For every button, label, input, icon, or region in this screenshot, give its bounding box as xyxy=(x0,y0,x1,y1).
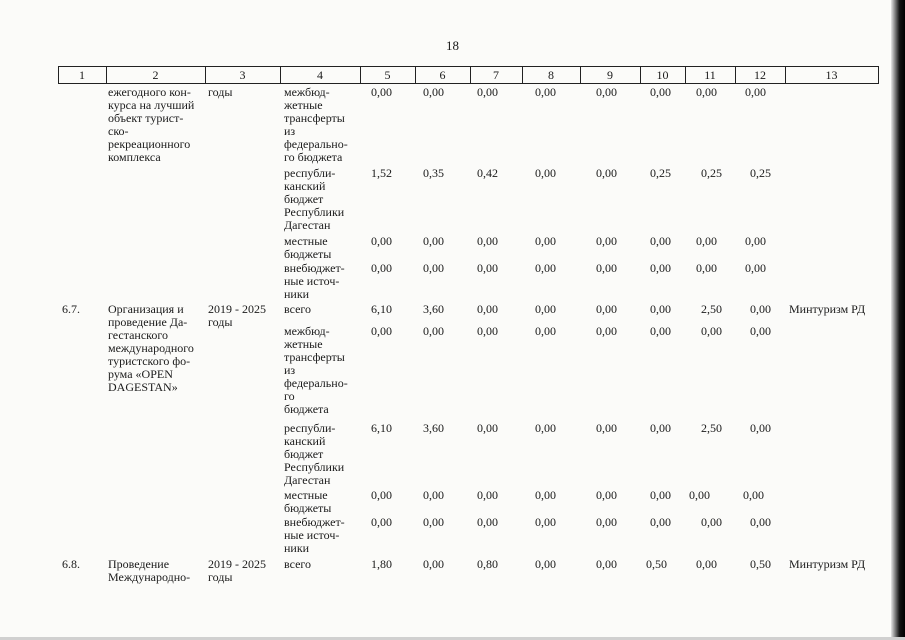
row-9-source: всего xyxy=(284,557,312,571)
row-3-val-11: 0,00 xyxy=(696,261,717,275)
row-8-val-9: 0,00 xyxy=(596,515,617,529)
row-0-source: межбюд- жетные трансферты из федерально- го бюджета xyxy=(284,85,348,164)
row-7-val-10: 0,00 xyxy=(650,488,671,502)
header-cell-10: 10 xyxy=(656,68,669,82)
header-cell-11: 11 xyxy=(704,68,716,82)
row-5-val-8: 0,00 xyxy=(535,324,556,338)
row-9-val-5: 1,80 xyxy=(371,557,392,571)
row-5-val-11: 0,00 xyxy=(701,324,722,338)
row-3-val-8: 0,00 xyxy=(535,261,556,275)
row-4-executor: Минтуризм РД xyxy=(789,302,866,316)
row-3-val-12: 0,00 xyxy=(745,261,766,275)
header-cell-12: 12 xyxy=(754,68,766,82)
row-6-val-7: 0,00 xyxy=(477,421,498,435)
row-9-val-7: 0,80 xyxy=(477,557,498,571)
row-1-val-12: 0,25 xyxy=(750,166,771,180)
row-0-val-8: 0,00 xyxy=(535,85,556,99)
row-8-val-8: 0,00 xyxy=(535,515,556,529)
row-5-val-5: 0,00 xyxy=(371,324,392,338)
header-cell-9: 9 xyxy=(607,68,613,82)
row-4-val-10: 0,00 xyxy=(650,302,671,316)
row-7-val-8: 0,00 xyxy=(535,488,556,502)
row-8-source: внебюджет- ные источ- ники xyxy=(284,515,345,555)
row-0-val-5: 0,00 xyxy=(371,85,392,99)
row-4-val-5: 6,10 xyxy=(371,302,392,316)
header-cell-2: 2 xyxy=(152,68,159,82)
row-6-val-5: 6,10 xyxy=(371,421,392,435)
row-7-source: местные бюджеты xyxy=(284,488,332,515)
row-6-val-12: 0,00 xyxy=(750,421,771,435)
header-cell-1: 1 xyxy=(79,68,85,82)
row-7-val-7: 0,00 xyxy=(477,488,498,502)
header-cell-3: 3 xyxy=(239,68,246,82)
row-4-val-9: 0,00 xyxy=(596,302,617,316)
row-7-val-12: 0,00 xyxy=(743,488,764,502)
row-6-val-9: 0,00 xyxy=(596,421,617,435)
row-8-val-7: 0,00 xyxy=(477,515,498,529)
row-1-val-6: 0,35 xyxy=(423,166,444,180)
row-4-val-7: 0,00 xyxy=(477,302,498,316)
row-8-val-10: 0,00 xyxy=(650,515,671,529)
row-0-val-11: 0,00 xyxy=(696,85,717,99)
row-9-val-8: 0,00 xyxy=(535,557,556,571)
row-4-source: всего xyxy=(284,302,312,316)
row-1-val-10: 0,25 xyxy=(650,166,671,180)
header-cell-6: 6 xyxy=(439,68,446,82)
row-4-years: 2019 - 2025 годы xyxy=(208,302,266,329)
row-3-val-6: 0,00 xyxy=(423,261,444,275)
row-3-val-7: 0,00 xyxy=(477,261,498,275)
row-7-val-5: 0,00 xyxy=(371,488,392,502)
page-number: 18 xyxy=(446,38,459,53)
row-4-val-12: 0,00 xyxy=(750,302,771,316)
header-divider xyxy=(878,66,879,84)
row-6-val-11: 2,50 xyxy=(701,421,722,435)
row-1-val-7: 0,42 xyxy=(477,166,498,180)
row-0-years: годы xyxy=(208,85,233,99)
row-3-val-5: 0,00 xyxy=(371,261,392,275)
row-7-val-6: 0,00 xyxy=(423,488,444,502)
row-5-val-6: 0,00 xyxy=(423,324,444,338)
row-6-val-8: 0,00 xyxy=(535,421,556,435)
row-5-source: межбюд- жетные трансферты из федерально- го бюджета xyxy=(284,324,348,416)
header-cell-8: 8 xyxy=(548,68,554,82)
header-bottom-border xyxy=(58,83,878,84)
row-8-val-12: 0,00 xyxy=(750,515,771,529)
row-6-val-10: 0,00 xyxy=(650,421,671,435)
row-9-val-11: 0,00 xyxy=(696,557,717,571)
row-6-source: республи- канский бюджет Республики Дагестан xyxy=(284,421,345,487)
header-cell-5: 5 xyxy=(384,68,391,82)
row-9-num: 6.8. xyxy=(62,557,80,571)
row-2-val-6: 0,00 xyxy=(423,234,444,248)
header-cell-7: 7 xyxy=(493,68,499,82)
scan-edge-shadow xyxy=(891,0,905,640)
row-8-val-6: 0,00 xyxy=(423,515,444,529)
row-3-val-9: 0,00 xyxy=(596,261,617,275)
row-2-val-8: 0,00 xyxy=(535,234,556,248)
row-5-val-7: 0,00 xyxy=(477,324,498,338)
row-9-val-9: 0,00 xyxy=(596,557,617,571)
row-1-val-9: 0,00 xyxy=(596,166,617,180)
row-4-val-6: 3,60 xyxy=(423,302,444,316)
row-8-val-11: 0,00 xyxy=(701,515,722,529)
row-0-val-10: 0,00 xyxy=(650,85,671,99)
row-5-val-9: 0,00 xyxy=(596,324,617,338)
table-header-row xyxy=(58,66,878,84)
row-5-val-10: 0,00 xyxy=(650,324,671,338)
row-4-name: Организация и проведение Да- гестанского международного туристского фо- рума «OPEN DAGESTAN» xyxy=(108,302,194,394)
row-1-val-8: 0,00 xyxy=(535,166,556,180)
row-2-val-5: 0,00 xyxy=(371,234,392,248)
row-0-val-6: 0,00 xyxy=(423,85,444,99)
row-6-val-6: 3,60 xyxy=(423,421,444,435)
row-0-val-7: 0,00 xyxy=(477,85,498,99)
row-4-num: 6.7. xyxy=(62,302,80,316)
row-2-val-11: 0,00 xyxy=(696,234,717,248)
row-5-val-12: 0,00 xyxy=(750,324,771,338)
row-0-val-9: 0,00 xyxy=(596,85,617,99)
row-7-val-9: 0,00 xyxy=(596,488,617,502)
row-0-val-12: 0,00 xyxy=(745,85,766,99)
row-2-val-10: 0,00 xyxy=(650,234,671,248)
header-cell-4: 4 xyxy=(317,68,323,82)
row-7-val-11: 0,00 xyxy=(689,488,710,502)
row-3-val-10: 0,00 xyxy=(650,261,671,275)
row-1-val-11: 0,25 xyxy=(701,166,722,180)
row-1-val-5: 1,52 xyxy=(371,166,392,180)
row-2-val-12: 0,00 xyxy=(745,234,766,248)
row-9-val-10: 0,50 xyxy=(646,557,667,571)
row-9-executor: Минтуризм РД xyxy=(789,557,866,571)
row-2-source: местные бюджеты xyxy=(284,234,332,261)
row-0-name: ежегодного кон- курса на лучший объект турист- ско- рекреационного комплекса xyxy=(108,85,195,164)
row-9-years: 2019 - 2025 годы xyxy=(208,557,266,584)
row-8-val-5: 0,00 xyxy=(371,515,392,529)
row-4-val-11: 2,50 xyxy=(701,302,722,316)
row-9-name: Проведение Международно- xyxy=(108,557,191,584)
row-9-val-12: 0,50 xyxy=(750,557,771,571)
row-2-val-7: 0,00 xyxy=(477,234,498,248)
row-4-val-8: 0,00 xyxy=(535,302,556,316)
row-9-val-6: 0,00 xyxy=(423,557,444,571)
row-1-source: республи- канский бюджет Республики Дагестан xyxy=(284,166,345,232)
row-2-val-9: 0,00 xyxy=(596,234,617,248)
header-cell-13: 13 xyxy=(825,68,838,82)
row-3-source: внебюджет- ные источ- ники xyxy=(284,261,345,301)
